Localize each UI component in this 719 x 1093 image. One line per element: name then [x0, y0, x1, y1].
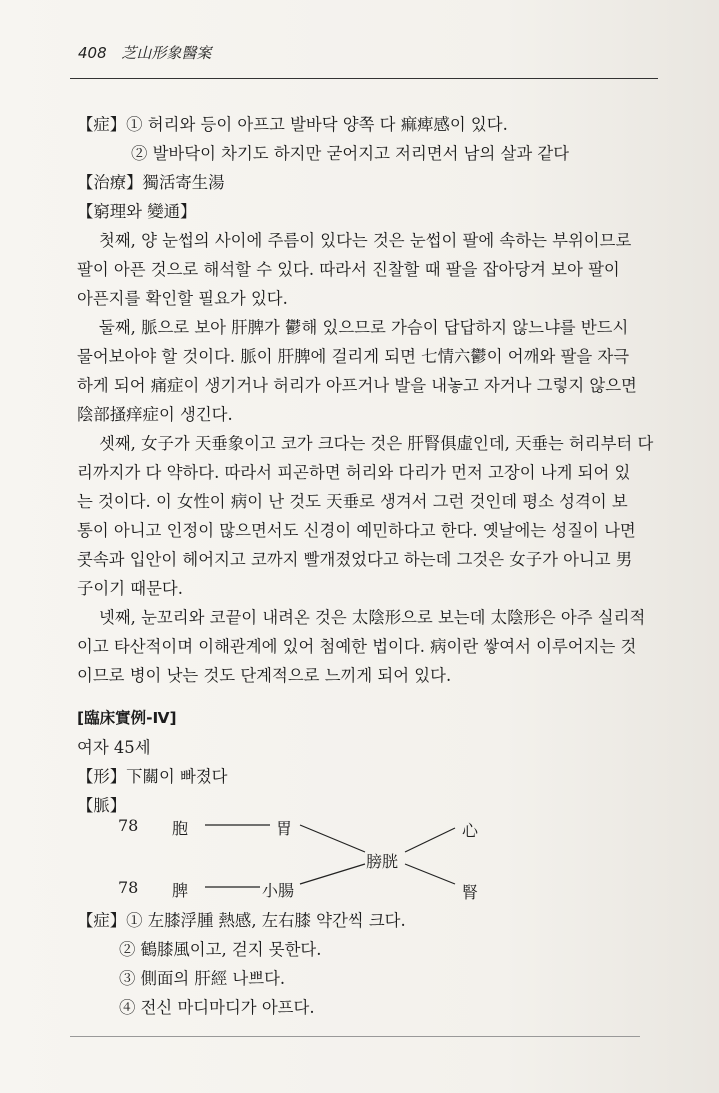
paragraph-line: 둘째, 脈으로 보아 肝脾가 鬱해 있으므로 가슴이 답답하지 않느냐를 반드시	[99, 318, 629, 337]
paragraph-line: 는 것이다. 이 女性이 病이 난 것도 天垂로 생겨서 그런 것인데 평소 성격이 보	[77, 492, 628, 511]
paragraph-line: 팔이 아픈 것으로 해석할 수 있다. 따라서 진찰할 때 팔을 잡아당겨 보아 팔이	[77, 260, 620, 279]
case-symptom-3: ③ 側面의 肝經 나쁘다.	[119, 969, 286, 988]
page-header	[78, 42, 656, 63]
footer-divider	[70, 1036, 640, 1037]
case-patient: 여자 45세	[77, 738, 151, 757]
paragraph-line: 하게 되어 痛症이 생기거나 허리가 아프거나 발을 내놓고 자거나 그렇지 않으면	[77, 376, 637, 395]
pulse-bottom-left: 脾	[172, 881, 189, 900]
symptom-text-1: ① 허리와 등이 아프고 발바닥 양쪽 다 痲痺感이 있다.	[126, 115, 508, 134]
paragraph-fourth	[77, 603, 652, 690]
symptom-line-2: ② 발바닥이 차기도 하지만 굳어지고 저리면서 남의 살과 같다	[131, 144, 570, 163]
paragraph-line: 콧속과 입안이 헤어지고 코까지 빨개졌었다고 하는데 그것은 女子가 아니고 男	[77, 550, 633, 569]
paragraph-line: 陰部搔痒症이 생긴다.	[77, 405, 233, 424]
section-gap	[77, 690, 652, 704]
case-symptom-2: ② 鶴膝風이고, 걷지 못한다.	[119, 940, 322, 959]
case-heading: [臨床實例-Ⅳ]	[77, 709, 177, 727]
pulse-top-right: 心	[462, 821, 479, 840]
main-text	[77, 110, 652, 820]
paragraph-line: 넷째, 눈꼬리와 코끝이 내려온 것은 太陰形으로 보는데 太陰形은 아주 실리적	[99, 608, 646, 627]
treatment-line: 【治療】獨活寄生湯	[77, 173, 225, 192]
reasoning-heading: 【窮理와 變通】	[77, 202, 197, 221]
paragraph-line: 子이기 때문다.	[77, 579, 183, 598]
case-pulse-label: 【脈】	[77, 796, 127, 815]
pulse-top-number: 78	[118, 816, 139, 835]
paragraph-line: 아픈지를 확인할 필요가 있다.	[77, 289, 288, 308]
paragraph-line: 리까지가 다 약하다. 따라서 피곤하면 허리와 다리가 먼저 고장이 나게 되어 있	[77, 463, 631, 482]
page-number: 408	[78, 44, 107, 62]
pulse-top-mid: 胃	[276, 819, 293, 838]
symptom-label: 【症】	[77, 115, 127, 134]
paragraph-line: 첫째, 양 눈썹의 사이에 주름이 있다는 것은 눈썹이 팔에 속하는 부위이므로	[99, 231, 632, 250]
book-title: 芝山形象醫案	[121, 44, 212, 62]
pulse-bottom-mid: 小腸	[262, 881, 295, 900]
pulse-diagram	[110, 814, 530, 904]
paragraph-second	[77, 313, 652, 429]
pulse-bottom-right: 腎	[462, 883, 479, 902]
paragraph-third	[77, 429, 652, 603]
pulse-center: 膀胱	[366, 852, 399, 871]
case-symptoms	[77, 906, 652, 1022]
header-divider	[70, 78, 658, 79]
paragraph-line: 셋째, 女子가 天垂象이고 코가 크다는 것은 肝腎俱虛인데, 天垂는 허리부터 다	[99, 434, 654, 453]
case-symptom-4: ④ 전신 마디마디가 아프다.	[119, 998, 315, 1017]
symptom-line-1	[77, 110, 652, 139]
paragraph-line: 통이 아니고 인정이 많으면서도 신경이 예민하다고 한다. 옛날에는 성질이 나면	[77, 521, 636, 540]
paragraph-line: 이므로 병이 낫는 것도 단계적으로 느끼게 되어 있다.	[77, 666, 452, 685]
paragraph-line: 이고 타산적이며 이해관계에 있어 첨예한 법이다. 病이란 쌓여서 이루어지는 것	[77, 637, 637, 656]
case-symptom-1: 【症】① 左膝浮腫 熱感, 左右膝 약간씩 크다.	[77, 911, 406, 930]
case-form: 【形】下關이 빠졌다	[77, 767, 228, 786]
pulse-top-left: 胞	[172, 819, 189, 838]
paragraph-line: 물어보아야 할 것이다. 脈이 肝脾에 걸리게 되면 七情六鬱이 어깨와 팔을 자극	[77, 347, 630, 366]
paragraph-first	[77, 226, 652, 313]
pulse-bottom-number: 78	[118, 878, 139, 897]
